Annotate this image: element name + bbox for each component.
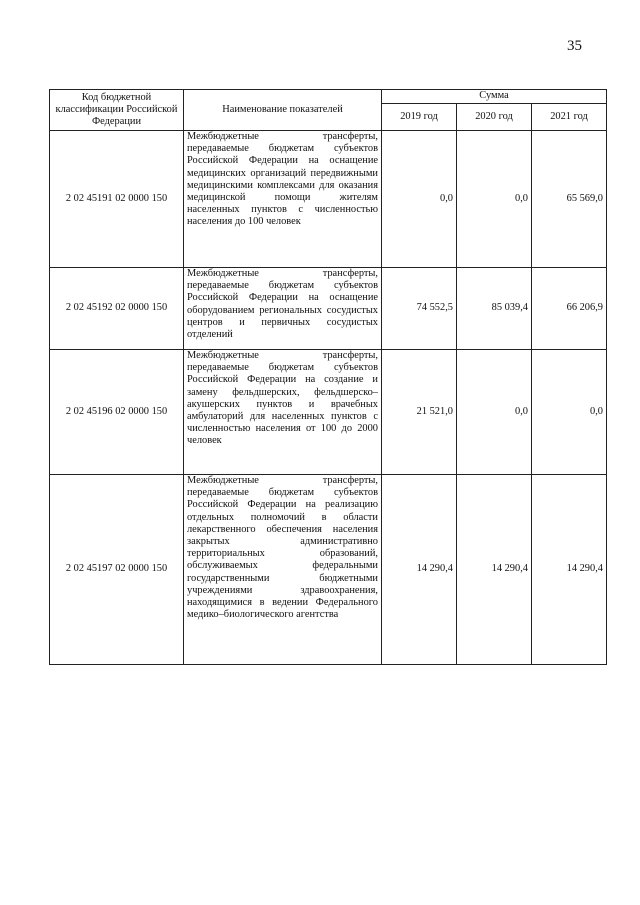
row-name: Межбюджетные трансферты, передаваемые бюджетам субъектов Российской Федерации на оснащение оборудованием региональных сосудистых центров и первичных сосудистых отделений [184,268,382,350]
row-value-2020: 85 039,4 [457,268,532,350]
row-code: 2 02 45191 02 0000 150 [50,131,184,268]
row-name: Межбюджетные трансферты, передаваемые бюджетам субъектов Российской Федерации на реализацию отдельных полномочий в области лекарственного обеспечения населения закрытых административно территориальных образований, обслуживаемых федеральными государственными бюджетными учреждениями здравоохранения, находящимися в ведении Федерального медико–биологического агентства [184,475,382,665]
row-value-2019: 21 521,0 [382,350,457,475]
row-value-2020: 0,0 [457,350,532,475]
budget-table [49,89,607,665]
row-name: Межбюджетные трансферты, передаваемые бюджетам субъектов Российской Федерации на создание и замену фельдшерских, фельдшерско–акушерских пунктов и врачебных амбулаторий для населенных пунктов с численностью населения от 100 до 2000 человек [184,350,382,475]
header-year-2019: 2019 год [382,104,457,131]
row-name: Межбюджетные трансферты, передаваемые бюджетам субъектов Российской Федерации на оснащение медицинских организаций передвижными медицинскими комплексами для оказания медицинской помощи жителям населенных пунктов с численностью населения до 100 человек [184,131,382,268]
table-row [50,131,607,268]
header-name: Наименование показателей [184,90,382,131]
row-value-2021: 66 206,9 [532,268,607,350]
table-header-row [50,90,607,104]
header-year-2020: 2020 год [457,104,532,131]
row-value-2020: 0,0 [457,131,532,268]
row-code: 2 02 45197 02 0000 150 [50,475,184,665]
row-value-2020: 14 290,4 [457,475,532,665]
header-year-2021: 2021 год [532,104,607,131]
row-code: 2 02 45196 02 0000 150 [50,350,184,475]
header-code: Код бюджетной классификации Российской Федерации [50,90,184,131]
page-number: 35 [567,38,582,54]
row-value-2021: 65 569,0 [532,131,607,268]
table-row [50,475,607,665]
table-row [50,268,607,350]
row-value-2019: 14 290,4 [382,475,457,665]
row-value-2019: 74 552,5 [382,268,457,350]
row-code: 2 02 45192 02 0000 150 [50,268,184,350]
row-value-2021: 0,0 [532,350,607,475]
row-value-2019: 0,0 [382,131,457,268]
row-value-2021: 14 290,4 [532,475,607,665]
header-sum: Сумма [382,90,607,104]
table-row [50,350,607,475]
